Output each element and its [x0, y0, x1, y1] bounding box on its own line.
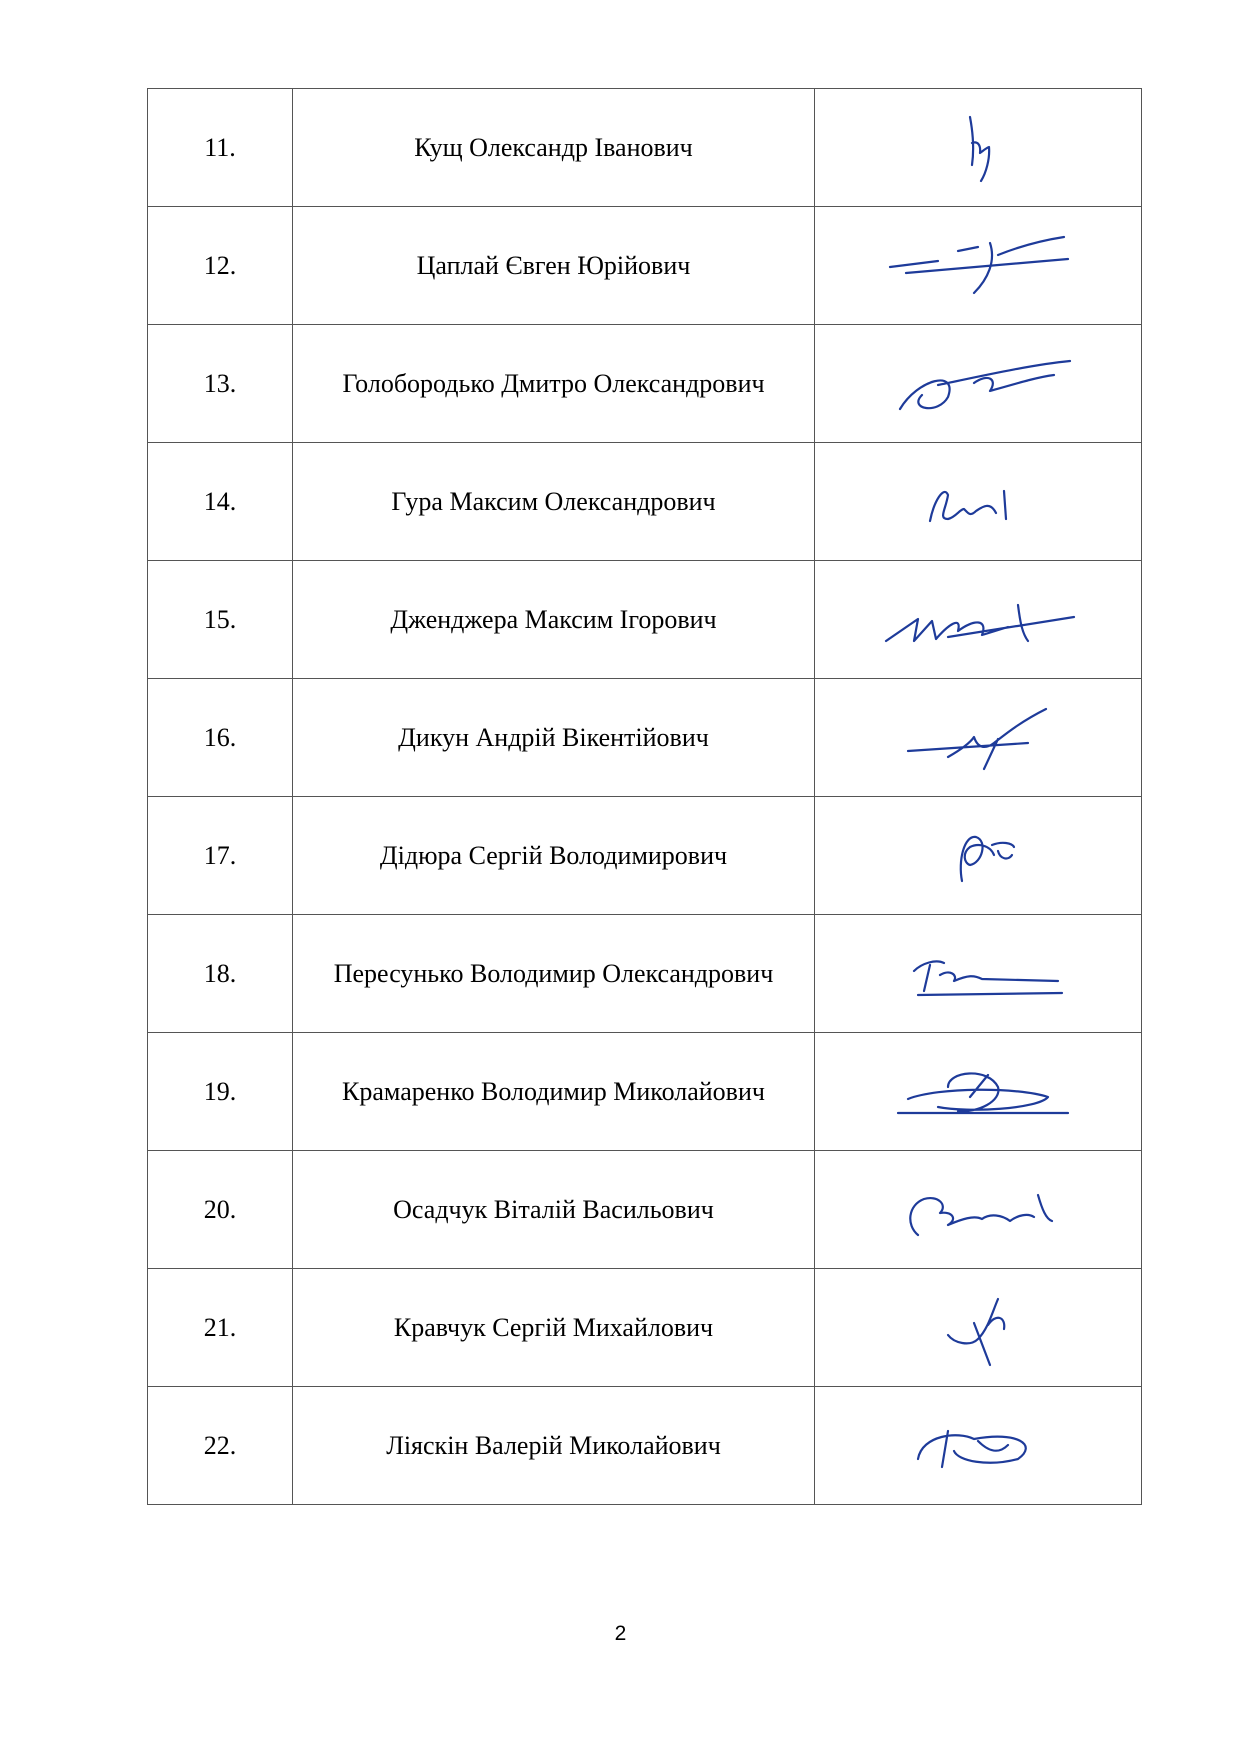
table-row: [148, 443, 1142, 561]
signature-cell: [815, 1387, 1142, 1505]
signature-image: [878, 575, 1078, 665]
person-name: Гура Максим Олександрович: [293, 443, 815, 561]
row-number: 13.: [148, 325, 293, 443]
signature-image: [878, 811, 1078, 901]
row-number: 15.: [148, 561, 293, 679]
person-name: Дикун Андрій Вікентійович: [293, 679, 815, 797]
signature-cell: [815, 207, 1142, 325]
signature-image: [878, 339, 1078, 429]
person-name: Дідюра Сергій Володимирович: [293, 797, 815, 915]
signature-image: [878, 103, 1078, 193]
signature-image: [878, 221, 1078, 311]
signature-cell: [815, 1033, 1142, 1151]
signature-cell: [815, 561, 1142, 679]
row-number: 11.: [148, 89, 293, 207]
row-number: 14.: [148, 443, 293, 561]
signature-image: [878, 457, 1078, 547]
row-number: 17.: [148, 797, 293, 915]
person-name: Осадчук Віталій Васильович: [293, 1151, 815, 1269]
signature-image: [878, 1401, 1078, 1491]
person-name: Голобородько Дмитро Олександрович: [293, 325, 815, 443]
table-row: [148, 1269, 1142, 1387]
signature-cell: [815, 325, 1142, 443]
person-name: Цаплай Євген Юрійович: [293, 207, 815, 325]
row-number: 22.: [148, 1387, 293, 1505]
signature-image: [878, 1283, 1078, 1373]
person-name: Пересунько Володимир Олександрович: [293, 915, 815, 1033]
table-row: [148, 915, 1142, 1033]
signature-table: [147, 88, 1142, 1505]
table-row: [148, 207, 1142, 325]
table-row: [148, 561, 1142, 679]
person-name: Кущ Олександр Іванович: [293, 89, 815, 207]
signature-image: [878, 929, 1078, 1019]
person-name: Дженджера Максим Ігорович: [293, 561, 815, 679]
table-row: [148, 679, 1142, 797]
signature-image: [878, 1165, 1078, 1255]
signature-cell: [815, 679, 1142, 797]
table-row: [148, 1387, 1142, 1505]
page-number: 2: [614, 1622, 627, 1645]
row-number: 21.: [148, 1269, 293, 1387]
row-number: 20.: [148, 1151, 293, 1269]
table-row: [148, 1033, 1142, 1151]
person-name: Кравчук Сергій Михайлович: [293, 1269, 815, 1387]
signature-cell: [815, 443, 1142, 561]
person-name: Крамаренко Володимир Миколайович: [293, 1033, 815, 1151]
signature-image: [878, 693, 1078, 783]
signature-image: [878, 1047, 1078, 1137]
signature-cell: [815, 915, 1142, 1033]
row-number: 19.: [148, 1033, 293, 1151]
signature-cell: [815, 1151, 1142, 1269]
table-row: [148, 325, 1142, 443]
row-number: 16.: [148, 679, 293, 797]
person-name: Ліяскін Валерій Миколайович: [293, 1387, 815, 1505]
signature-cell: [815, 797, 1142, 915]
row-number: 18.: [148, 915, 293, 1033]
row-number: 12.: [148, 207, 293, 325]
signature-cell: [815, 1269, 1142, 1387]
table-row: [148, 1151, 1142, 1269]
table-row: [148, 89, 1142, 207]
table-row: [148, 797, 1142, 915]
signature-cell: [815, 89, 1142, 207]
